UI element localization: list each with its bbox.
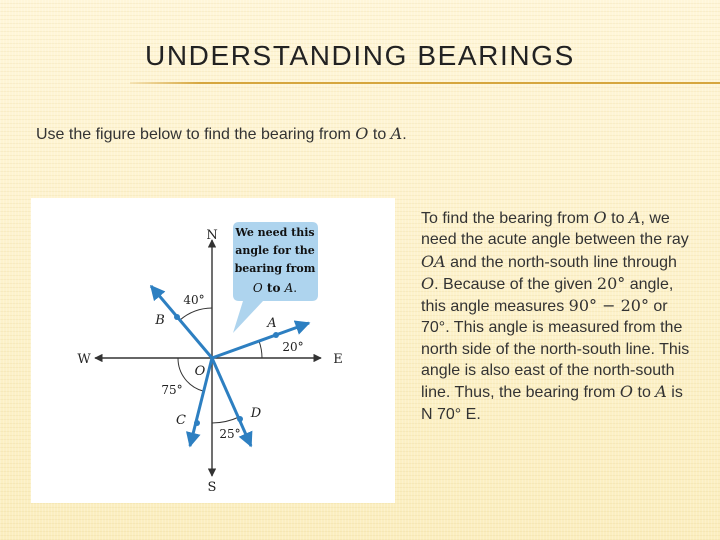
- callout-line-1: We need this: [235, 226, 315, 239]
- explanation-part: to: [633, 384, 656, 402]
- callout-line-4: [253, 281, 297, 295]
- east-label: E: [333, 352, 343, 367]
- angle-label-a: 20°: [282, 340, 304, 354]
- explanation-part: , we need the acute angle between the ray: [421, 210, 689, 249]
- angle-arc-b: [180, 308, 212, 320]
- explanation-part: To find the bearing from: [421, 210, 594, 227]
- callout-text-end: .: [293, 281, 298, 295]
- explanation-text: [421, 207, 691, 425]
- explanation-part: and the north-south line through: [445, 253, 677, 271]
- explanation-part: . Because of the given: [434, 275, 597, 293]
- point-b: [174, 314, 180, 320]
- west-label: W: [77, 352, 91, 367]
- prompt-text-end: .: [402, 126, 407, 143]
- point-a: [273, 332, 279, 338]
- explanation-part: to: [606, 210, 629, 227]
- angle-label-d: 25°: [219, 427, 241, 441]
- explanation-part: is N 70° E.: [421, 384, 683, 423]
- prompt-var-a: A: [390, 124, 403, 143]
- explanation-math: 90° − 20°: [568, 296, 649, 316]
- explanation-math: 20°: [596, 273, 626, 293]
- angle-arc-a: [259, 341, 262, 358]
- explanation-var: O: [421, 273, 435, 293]
- callout-var-o: O: [252, 281, 263, 295]
- explanation-part: or 70°. This angle is measured from the north side of the north-south line. This angle is also east of the north-south line. Thus, the bearing from: [421, 298, 690, 402]
- explanation-var: OA: [421, 251, 446, 271]
- ray-label-c: C: [176, 413, 186, 428]
- north-label: N: [206, 228, 218, 243]
- explanation-part: angle, this angle measures: [421, 275, 674, 316]
- callout-line-2: angle for the: [235, 244, 315, 257]
- explanation-var: O: [619, 382, 634, 402]
- explanation-var: O: [593, 208, 607, 227]
- slide-title: UNDERSTANDING BEARINGS: [145, 40, 575, 71]
- bearing-figure: [31, 198, 395, 503]
- callout-text-to: to: [262, 281, 285, 295]
- angle-arc-d: [212, 417, 239, 423]
- prompt-var-o: O: [355, 124, 369, 143]
- bearing-diagram: [31, 198, 395, 503]
- explanation-var: A: [628, 208, 641, 227]
- callout-var-a: A: [284, 281, 294, 295]
- origin-label: O: [194, 364, 206, 379]
- point-d: [237, 416, 243, 422]
- title-divider: [130, 82, 720, 84]
- angle-label-b: 40°: [183, 293, 205, 307]
- ray-label-d: D: [250, 406, 262, 421]
- angle-label-c: 75°: [161, 383, 183, 397]
- ray-label-b: B: [155, 313, 165, 328]
- prompt-text-mid: to: [368, 126, 391, 143]
- ray-label-a: A: [267, 316, 277, 331]
- prompt-text: [36, 124, 407, 144]
- explanation-var: A: [655, 382, 667, 402]
- prompt-text-start: Use the figure below to find the bearing from: [36, 126, 356, 143]
- south-label: S: [207, 480, 217, 495]
- callout-line-3: bearing from: [234, 262, 316, 275]
- point-c: [194, 420, 200, 426]
